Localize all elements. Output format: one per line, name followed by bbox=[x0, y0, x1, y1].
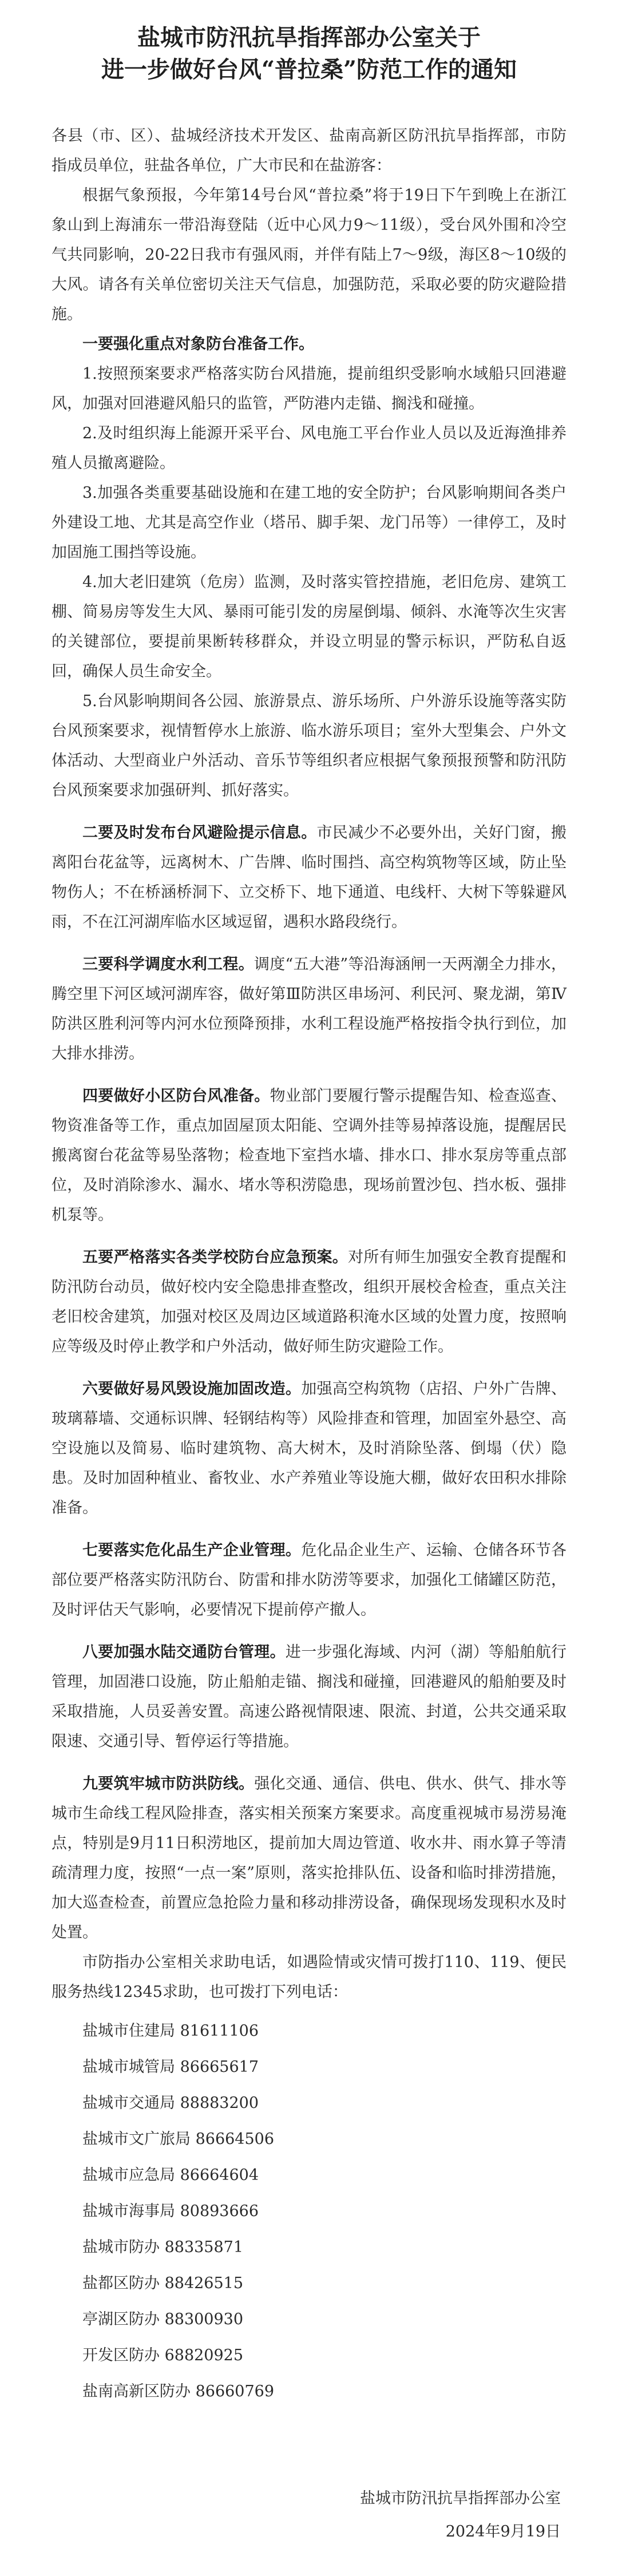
contact-item: 盐城市住建局 81611106 bbox=[82, 2022, 259, 2040]
section-4-heading: 四要做好小区防台风准备。 bbox=[82, 1087, 270, 1105]
contact-item: 盐城市城管局 86665617 bbox=[82, 2058, 259, 2076]
section-6-body: 加强高空构筑物（店招、户外广告牌、玻璃幕墙、交通标识牌、轻钢结构等）风险排查和管理，加固室外悬空、高空设施以及简易、临时建筑物、高大树木，及时消除坠落、倒塌（伏）隐患。及时加固种植业、畜牧业、水产养殖业等设施大棚，做好农田积水排除准备。 bbox=[52, 1380, 567, 1517]
section-2 bbox=[52, 818, 566, 937]
section-9-heading: 九要筑牢城市防洪防线。 bbox=[82, 1775, 255, 1793]
section-4-body: 物业部门要履行警示提醒告知、检查巡查、物资准备等工作，重点加固屋顶太阳能、空调外挂等易掉落设施，提醒居民搬离窗台花盆等易坠落物；检查地下室挡水墙、排水口、排水泵房等重点部位，及时消除渗水、漏水、堵水等积涝隐患，现场前置沙包、挡水板、强排机泵等。 bbox=[52, 1087, 567, 1224]
section-3-heading: 三要科学调度水利工程。 bbox=[82, 956, 254, 973]
title-line-2: 进一步做好台风“普拉桑”防范工作的通知 bbox=[101, 56, 517, 83]
section-3-body: 调度“五大港”等沿海涵闸一天两潮全力排水，腾空里下河区域河湖库容，做好第Ⅲ防洪区串场河、利民河、聚龙湖，第Ⅳ防洪区胜利河等内河水位预降预排，水利工程设施严格按指令执行到位，加大排水排涝。 bbox=[52, 956, 567, 1063]
title-line-1: 盐城市防汛抗旱指挥部办公室关于 bbox=[137, 24, 481, 51]
contact-intro: 市防指办公室相关求助电话，如遇险情或灾情可拨打110、119、便民服务热线12345求助，也可拨打下列电话： bbox=[52, 1953, 566, 2001]
signature-org: 盐城市防汛抗旱指挥部办公室 bbox=[360, 2490, 561, 2507]
section-9 bbox=[52, 1769, 566, 1948]
contact-item: 亭湖区防办 88300930 bbox=[82, 2311, 244, 2328]
section-1-item-1: 1.按照预案要求严格落实防台风措施，提前组织受影响水域船只回港避风，加强对回港避风船只的监管，严防港内走锚、搁浅和碰撞。 bbox=[52, 365, 566, 413]
section-1-heading bbox=[52, 330, 566, 359]
contact-item: 开发区防办 68820925 bbox=[82, 2347, 244, 2364]
signature-block bbox=[360, 2482, 561, 2549]
contact-item: 盐城市交通局 88883200 bbox=[82, 2094, 259, 2112]
addressee: 各县（市、区）、盐城经济技术开发区、盐南高新区防汛抗旱指挥部，市防指成员单位，驻盐各单位，广大市民和在盐游客： bbox=[52, 127, 566, 175]
contact-item: 盐城市海事局 80893666 bbox=[82, 2202, 259, 2220]
section-1-item-3: 3.加强各类重要基础设施和在建工地的安全防护；台风影响期间各类户外建设工地、尤其是高空作业（塔吊、脚手架、龙门吊等）一律停工，及时加固施工围挡等设施。 bbox=[52, 484, 566, 561]
contact-list bbox=[52, 2013, 566, 2409]
signature-date: 2024年9月19日 bbox=[445, 2523, 561, 2541]
section-1-heading-text: 一要强化重点对象防台准备工作。 bbox=[82, 335, 314, 353]
intro-paragraph: 根据气象预报，今年第14号台风“普拉桑”将于19日下午到晚上在浙江象山到上海浦东一带沿海登陆（近中心风力9～11级），受台风外围和冷空气共同影响，20-22日我市有强风雨，并伴有陆上7～9级，海区8～10级的大风。请各有关单位密切关注天气信息，加强防范，采取必要的防灾避险措施。 bbox=[52, 187, 566, 323]
section-3 bbox=[52, 950, 566, 1069]
section-5-body: 对所有师生加强安全教育提醒和防汛防台动员，做好校内安全隐患排查整改，组织开展校舍检查，重点关注老旧校舍建筑，加强对校区及周边区域道路积淹水区域的处置力度，按照响应等级及时停止教学和户外活动，做好师生防灾避险工作。 bbox=[52, 1249, 567, 1356]
section-6-heading: 六要做好易风毁设施加固改造。 bbox=[82, 1380, 302, 1398]
section-6 bbox=[52, 1374, 566, 1523]
section-5 bbox=[52, 1243, 566, 1362]
section-5-heading: 五要严格落实各类学校防台应急预案。 bbox=[82, 1249, 348, 1266]
section-1-item-4: 4.加大老旧建筑（危房）监测，及时落实管控措施，老旧危房、建筑工棚、简易房等发生大风、暴雨可能引发的房屋倒塌、倾斜、水淹等次生灾害的关键部位，要提前果断转移群众，并设立明显的警示标识，严防私自返回，确保人员生命安全。 bbox=[52, 573, 566, 680]
section-8-heading: 八要加强水陆交通防台管理。 bbox=[82, 1643, 286, 1661]
section-7-body: 危化品企业生产、运输、仓储各环节各部位要严格落实防汛防台、防雷和排水防涝等要求，加强化工储罐区防范，及时评估天气影响，必要情况下提前停产撤人。 bbox=[52, 1541, 567, 1619]
contact-item: 盐南高新区防办 86660769 bbox=[82, 2383, 275, 2400]
contact-item: 盐城市文广旅局 86664506 bbox=[82, 2130, 275, 2148]
section-7 bbox=[52, 1536, 566, 1625]
section-9-body: 强化交通、通信、供电、供水、供气、排水等城市生命线工程风险排查，落实相关预案方案要求。高度重视城市易涝易淹点，特别是9月11日积涝地区，提前加大周边管道、收水井、雨水算子等清疏清理力度，按照“一点一案”原则，落实抢排队伍、设备和临时排涝措施，加大巡查检查，前置应急抢险力量和移动排涝设备，确保现场发现积水及时处置。 bbox=[52, 1775, 567, 1941]
section-1-item-2: 2.及时组织海上能源开采平台、风电施工平台作业人员以及近海渔排养殖人员撤离避险。 bbox=[52, 425, 566, 472]
section-8 bbox=[52, 1638, 566, 1757]
contact-item: 盐城市应急局 86664604 bbox=[82, 2166, 259, 2184]
contact-item: 盐都区防办 88426515 bbox=[82, 2274, 244, 2292]
section-2-body: 市民减少不必要外出，关好门窗，搬离阳台花盆等，远离树木、广告牌、临时围挡、高空构筑物等区域，防止坠物伤人；不在桥涵桥洞下、立交桥下、地下通道、电线杆、大树下等躲避风雨，不在江河湖库临水区域逗留，遇积水路段绕行。 bbox=[52, 824, 566, 931]
section-7-heading: 七要落实危化品生产企业管理。 bbox=[82, 1541, 302, 1559]
section-1-item-5: 5.台风影响期间各公园、旅游景点、游乐场所、户外游乐设施等落实防台风预案要求，视情暂停水上旅游、临水游乐项目；室外大型集会、户外文体活动、大型商业户外活动、音乐节等组织者应根据气象预报预警和防汛防台风预案要求加强研判、抓好落实。 bbox=[52, 692, 566, 799]
notice-title bbox=[52, 22, 566, 86]
section-4 bbox=[52, 1081, 566, 1230]
contact-item: 盐城市防办 88335871 bbox=[82, 2238, 244, 2256]
section-2-heading: 二要及时发布台风避险提示信息。 bbox=[82, 824, 317, 842]
section-8-body: 进一步强化海域、内河（湖）等船舶航行管理，加固港口设施，防止船舶走锚、搁浅和碰撞，回港避风的船舶要及时采取措施，人员妥善安置。高速公路视情限速、限流、封道，公共交通采取限速、交通引导、暂停运行等措施。 bbox=[52, 1643, 567, 1750]
